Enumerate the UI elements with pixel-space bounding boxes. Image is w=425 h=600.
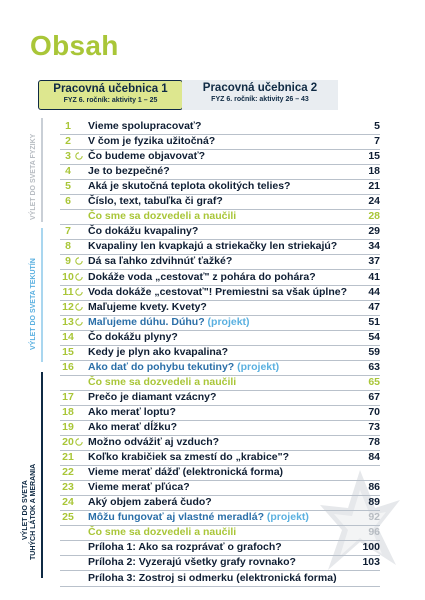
toc-row-number: 23 — [62, 481, 74, 494]
toc-row[interactable] — [60, 420, 380, 436]
toc-row-title — [88, 179, 290, 194]
toc-row-text: Voda dokáže „cestovať"! Premiestni sa však úplne? — [88, 285, 347, 298]
toc-row-text: Čo sme sa dozvedeli a naučili — [88, 210, 237, 223]
toc-row[interactable] — [60, 209, 380, 225]
toc-row-number: 3 — [65, 150, 71, 163]
toc-row-text: Dokáže voda „cestovať" z pohára do pohára? — [88, 270, 316, 283]
toc-row-page: 63 — [368, 360, 380, 373]
toc-row-page: 65 — [368, 375, 380, 388]
toc-row-title — [88, 300, 207, 315]
tab-workbook-2-subtitle: FYZ 6. ročník: aktivity 26 – 43 — [211, 96, 309, 103]
toc-row[interactable] — [60, 119, 380, 135]
toc-row-text: Maľujeme dúhu. Dúhu? — [88, 315, 205, 328]
toc-row-title — [88, 435, 219, 450]
toc-row-number: 22 — [62, 466, 74, 479]
toc-row-page: 70 — [368, 405, 380, 418]
toc-row[interactable] — [60, 285, 380, 301]
toc-row[interactable] — [60, 405, 380, 421]
toc-row[interactable] — [60, 390, 380, 406]
toc-row-number: 7 — [65, 225, 71, 238]
toc-row-title — [88, 555, 296, 570]
toc-row-text: Maľujeme kvety. Kvety? — [88, 300, 207, 313]
toc-row-title — [88, 495, 212, 510]
toc-row[interactable] — [60, 179, 380, 195]
toc-row-page: 41 — [368, 270, 380, 283]
toc-row[interactable] — [60, 571, 380, 587]
toc-row-title — [88, 149, 205, 164]
toc-row-text: Ako merať dĺžku? — [88, 421, 178, 433]
toc-row-page: 92 — [368, 511, 380, 524]
toc-row-page: 103 — [362, 556, 380, 569]
toc-row-number: 10 — [62, 270, 74, 283]
toc-row-number: 17 — [62, 390, 74, 403]
toc-row-number: 21 — [62, 451, 74, 464]
toc-row-text: Vieme merať dážď (elektronická forma) — [88, 466, 284, 479]
toc-row-page: 73 — [368, 421, 380, 433]
section-label-fluids: VÝLET DO SVETA TEKUTÍN — [30, 258, 37, 350]
toc-row-text: Ako dať do pohybu tekutiny? — [88, 360, 235, 373]
toc-row-title — [88, 315, 250, 330]
toc-row-page: 18 — [368, 165, 380, 178]
digital-activity-icon — [75, 288, 83, 296]
toc-row[interactable] — [60, 345, 380, 361]
toc-row-title — [88, 134, 215, 149]
toc-row-page: 44 — [368, 285, 380, 298]
toc-row[interactable] — [60, 465, 380, 481]
toc-row[interactable] — [60, 149, 380, 165]
toc-row-page: 59 — [368, 345, 380, 358]
toc-row[interactable] — [60, 435, 380, 451]
toc-row-title — [88, 525, 236, 540]
toc-row-text: Koľko krabičiek sa zmestí do „krabice"? — [88, 451, 290, 464]
toc-row-number: 11 — [62, 285, 74, 298]
toc-row-page: 37 — [368, 255, 380, 268]
digital-activity-icon — [75, 318, 83, 326]
toc-row-text: Aký objem zaberá čudo? — [88, 496, 212, 509]
page-title: Obsah — [30, 30, 119, 61]
toc-row-page: 15 — [368, 150, 380, 163]
toc-row-number: 14 — [62, 330, 74, 343]
toc-row-page: 89 — [368, 496, 380, 509]
toc-row-title — [88, 480, 190, 495]
toc-row-text: Ako merať loptu? — [88, 405, 176, 418]
toc-row[interactable] — [60, 450, 380, 466]
toc-row-page: 67 — [368, 390, 380, 403]
section-label-solids-2: TUHÝCH LÁTOK A MERANIA — [30, 463, 37, 560]
toc-row-page: 84 — [368, 451, 380, 464]
toc-row-page: 54 — [368, 330, 380, 343]
digital-activity-icon — [75, 152, 83, 160]
toc-row-page: 29 — [368, 225, 380, 238]
toc-row[interactable] — [60, 254, 380, 270]
tab-workbook-2-title: Pracovná učebnica 2 — [202, 82, 318, 94]
toc-row-page: 78 — [368, 436, 380, 449]
toc-row-text: Dá sa ľahko zdvihnúť ťažké? — [88, 255, 233, 268]
toc-row-title — [88, 540, 282, 555]
toc-row[interactable] — [60, 194, 380, 210]
toc-row-title — [88, 465, 283, 480]
toc-row-text: V čom je fyzika užitočná? — [88, 135, 216, 148]
toc-row[interactable] — [60, 134, 380, 150]
toc-row-number: 12 — [62, 300, 74, 313]
toc-row-text: Možno odvážiť aj vzduch? — [88, 436, 220, 449]
toc-row-title — [88, 345, 228, 360]
section-line-physics — [41, 118, 43, 222]
toc-row-text: Vieme merať pľúca? — [88, 481, 190, 494]
toc-row-number: 19 — [62, 421, 74, 433]
toc-row-text: Kedy je plyn ako kvapalina? — [88, 345, 229, 358]
toc-row[interactable] — [60, 555, 380, 571]
section-label-solids-1: VÝLET DO SVETA — [22, 480, 29, 540]
toc-row-title — [88, 209, 236, 224]
toc-row-title — [88, 420, 177, 435]
toc-row-page: 21 — [368, 180, 380, 193]
toc-row[interactable] — [60, 224, 380, 240]
toc-row-title — [88, 510, 309, 525]
toc-row-text: Čo sme sa dozvedeli a naučili — [88, 526, 237, 539]
toc-row-number: 16 — [62, 360, 74, 373]
toc-row-text: Aká je skutočná teplota okolitých telies? — [88, 180, 291, 193]
toc-row-number: 6 — [65, 195, 71, 208]
toc-row-text: Číslo, text, tabuľka či graf? — [88, 195, 223, 208]
toc-row-number: 25 — [62, 511, 74, 524]
toc-row-number: 15 — [62, 345, 74, 358]
toc-row-text: Príloha 3: Zostroj si odmerku (elektronická forma) — [88, 571, 337, 584]
toc-row-text: Je to bezpečné? — [88, 165, 170, 178]
toc-row-text: Príloha 2: Vyzerajú všetky grafy rovnako? — [88, 556, 296, 569]
toc-row[interactable] — [60, 164, 380, 180]
toc-row[interactable] — [60, 360, 380, 376]
digital-activity-icon — [75, 257, 83, 265]
toc-row-number: 4 — [65, 165, 71, 178]
toc-row-number: 9 — [65, 255, 71, 268]
toc-row-number: 18 — [62, 405, 74, 418]
tab-workbook-2[interactable] — [182, 80, 338, 110]
toc-row-text: Vieme spolupracovať? — [88, 120, 202, 132]
toc-row-page: 51 — [368, 315, 380, 328]
toc-row[interactable] — [60, 239, 380, 255]
toc-row-text: Kvapaliny len kvapkajú a striekačky len striekajú? — [88, 240, 338, 253]
digital-activity-icon — [75, 273, 83, 281]
toc-row-title — [88, 119, 201, 134]
section-line-fluids — [41, 228, 43, 362]
toc-row-text: Čo dokážu plyny? — [88, 330, 178, 343]
toc-row[interactable] — [60, 480, 380, 496]
workbook-tabs — [38, 80, 338, 110]
toc-row-number: 20 — [62, 436, 74, 449]
toc-row[interactable] — [60, 315, 380, 331]
toc-row-page: 5 — [374, 120, 380, 132]
toc-row-number: 13 — [62, 315, 74, 328]
toc-row-title — [88, 405, 176, 420]
toc-row-text: Príloha 1: Ako sa rozprávať o grafoch? — [88, 541, 282, 554]
toc-row[interactable] — [60, 375, 380, 391]
toc-row-page: 24 — [368, 195, 380, 208]
toc-row[interactable] — [60, 330, 380, 346]
toc-row-title — [88, 571, 337, 586]
toc-row-title — [88, 450, 289, 465]
toc-row[interactable] — [60, 270, 380, 286]
toc-row-text: Čo dokážu kvapaliny? — [88, 225, 199, 238]
section-line-solids — [41, 372, 43, 578]
toc-row[interactable] — [60, 525, 380, 541]
toc-row-page: 86 — [368, 481, 380, 494]
toc-row[interactable] — [60, 540, 380, 556]
toc-row-title — [88, 254, 232, 269]
toc-row-page: 28 — [368, 210, 380, 223]
toc-row-number: 1 — [65, 120, 71, 132]
toc-row[interactable] — [60, 495, 380, 511]
toc-row-title — [88, 375, 236, 390]
toc-row-number: 2 — [65, 135, 71, 148]
toc-row-page: 96 — [368, 526, 380, 539]
project-tag: (projekt) — [263, 511, 309, 524]
project-tag: (projekt) — [234, 360, 280, 373]
tab-workbook-1-title: Pracovná učebnica 1 — [53, 83, 168, 95]
toc-row-title — [88, 390, 216, 405]
toc-row-page: 7 — [374, 135, 380, 148]
toc-row-title — [88, 330, 178, 345]
toc-row-text: Čo sme sa dozvedeli a naučili — [88, 375, 237, 388]
digital-activity-icon — [75, 303, 83, 311]
toc-row-title — [88, 194, 223, 209]
digital-activity-icon — [75, 438, 83, 446]
toc-row-text: Prečo je diamant vzácny? — [88, 390, 217, 403]
section-label-physics: VÝLET DO SVETA FYZIKY — [30, 133, 37, 220]
project-tag: (projekt) — [204, 315, 250, 328]
tab-workbook-1[interactable] — [38, 80, 183, 110]
toc-row-title — [88, 224, 198, 239]
toc-row-text: Čo budeme objavovať? — [88, 150, 206, 163]
toc-row-page: 34 — [368, 240, 380, 253]
toc-row-text: Môžu fungovať aj vlastné meradlá? — [88, 511, 264, 524]
toc-row-title — [88, 285, 347, 300]
toc-row-title — [88, 270, 316, 285]
toc-row-title — [88, 360, 279, 375]
toc-row-number: 5 — [65, 180, 71, 193]
toc-row-title — [88, 239, 337, 254]
toc-row-page: 47 — [368, 300, 380, 313]
toc-row[interactable] — [60, 510, 380, 526]
toc-row-page: 100 — [362, 541, 380, 554]
toc-row-number: 8 — [65, 240, 71, 253]
toc-row-title — [88, 164, 170, 179]
toc-row-number: 24 — [62, 496, 74, 509]
tab-workbook-1-subtitle: FYZ 6. ročník: aktivity 1 – 25 — [63, 97, 158, 104]
toc-row[interactable] — [60, 300, 380, 316]
